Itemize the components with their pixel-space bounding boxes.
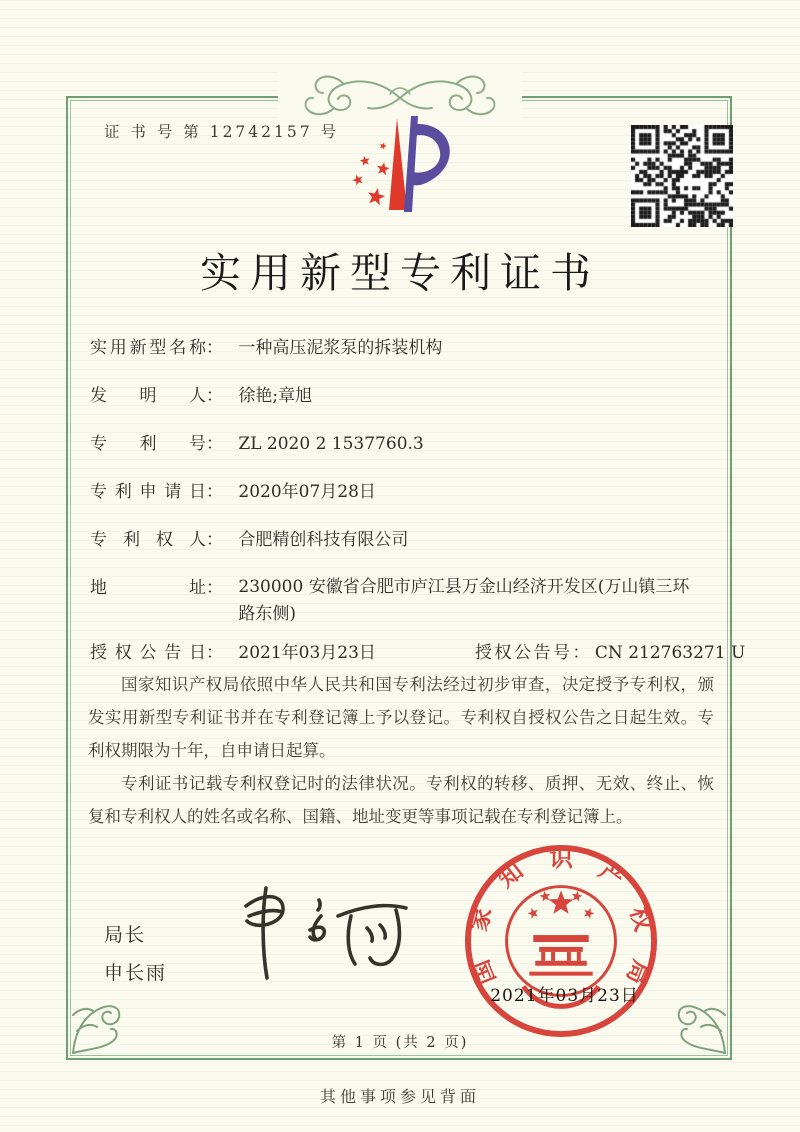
- back-note: 其他事项参见背面: [319, 1087, 480, 1106]
- field-row-address: [90, 574, 738, 628]
- official-block: [104, 916, 167, 992]
- field-row-patent-no: [90, 430, 738, 459]
- page-number: 第 1 页 (共 2 页): [331, 1035, 469, 1051]
- field-label: 专利权人: [90, 530, 206, 550]
- certificate-title: 实用新型专利证书: [200, 249, 600, 297]
- field-colon: ：: [206, 482, 223, 502]
- legal-text: [88, 668, 714, 833]
- field-label: 专利申请日: [90, 482, 206, 502]
- grant-date-label: 授权公告日: [90, 643, 206, 663]
- field-label: 专利号: [90, 434, 206, 454]
- grant-date-value: 2021年03月23日: [238, 643, 376, 663]
- official-name: 申长雨: [104, 962, 168, 984]
- field-colon: ：: [206, 530, 223, 550]
- field-row-filing-date: [90, 478, 738, 507]
- field-row-inventor: [90, 382, 738, 411]
- field-label: 地址: [90, 578, 206, 598]
- field-row-patentee: [90, 526, 738, 555]
- grant-row: [90, 639, 746, 668]
- grant-date: [90, 643, 376, 663]
- legal-paragraph-2: 专利证书记载专利权登记时的法律状况。专利权的转移、质押、无效、终止、恢复和专利权人的姓名或名称、国籍、地址变更等事项记载在专利登记簿上。: [88, 774, 714, 826]
- field-colon: ：: [206, 338, 223, 358]
- svg-text:识: 识: [549, 843, 573, 872]
- svg-text:局: 局: [620, 955, 656, 989]
- seal-date: 2021年03月23日: [490, 986, 639, 1006]
- certificate-number: 证 书 号 第 12742157 号: [104, 123, 340, 141]
- field-colon: ：: [572, 643, 590, 663]
- field-colon: ：: [206, 386, 223, 406]
- official-title: 局长: [104, 924, 147, 946]
- field-value: 徐艳;章旭: [238, 386, 313, 406]
- field-label: 发明人: [90, 386, 206, 406]
- svg-text:国: 国: [466, 955, 502, 989]
- field-colon: ：: [206, 643, 223, 663]
- field-colon: ：: [206, 434, 223, 454]
- fields-section: [90, 334, 746, 687]
- field-value: 合肥精创科技有限公司: [238, 530, 409, 550]
- signature-icon: [222, 878, 417, 990]
- grant-number: [475, 639, 745, 668]
- legal-paragraph-1: 国家知识产权局依照中华人民共和国专利法经过初步审查，决定授予专利权，颁发实用新型专利证书并在专利登记簿上予以登记。专利权自授权公告之日起生效。专利权期限为十年，自申请日起算。: [88, 675, 714, 760]
- field-value: ZL 2020 2 1537760.3: [238, 434, 424, 454]
- field-value: 230000 安徽省合肥市庐江县万金山经济开发区(万山镇三环路东侧): [238, 577, 690, 624]
- field-value: 一种高压泥浆泵的拆装机构: [238, 338, 443, 358]
- svg-text:权: 权: [624, 903, 658, 935]
- qr-code: [631, 125, 733, 227]
- field-value: 2020年07月28日: [238, 482, 376, 502]
- svg-text:知: 知: [492, 856, 529, 894]
- field-label: 实用新型名称: [90, 338, 206, 358]
- field-row-name: [90, 334, 738, 363]
- grant-no-value: CN 212763271 U: [594, 643, 746, 663]
- svg-text:产: 产: [593, 856, 630, 894]
- cnipa-logo-icon: [330, 110, 470, 232]
- grant-no-label: 授权公告号: [475, 643, 573, 663]
- field-colon: ：: [206, 578, 223, 598]
- svg-text:家: 家: [464, 903, 498, 935]
- agency-seal: [462, 842, 660, 1040]
